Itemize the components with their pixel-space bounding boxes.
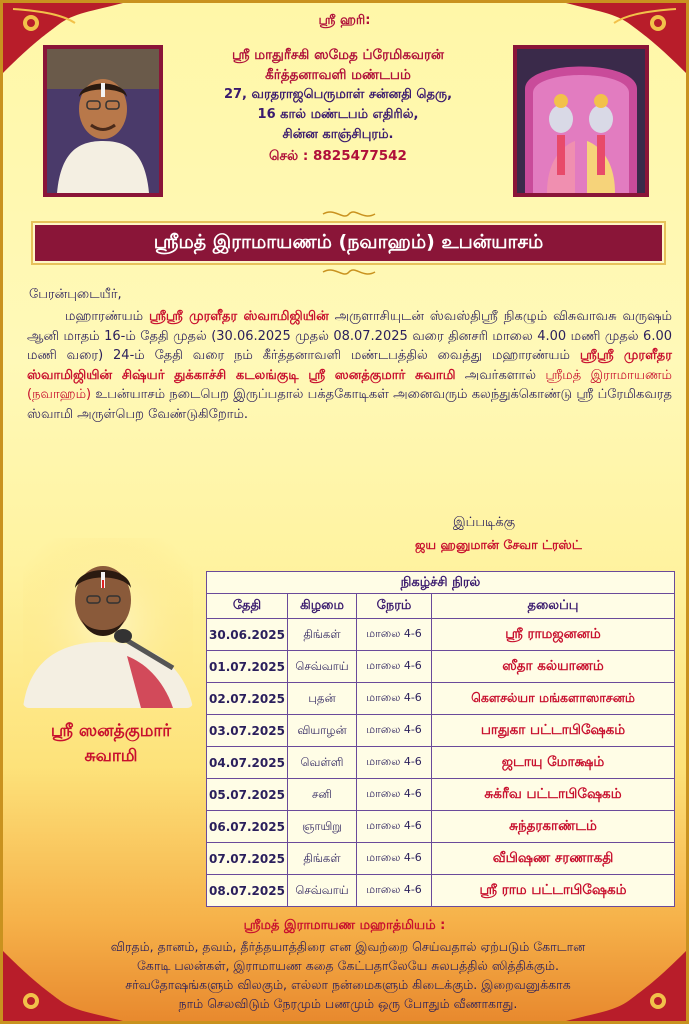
table-row — [207, 779, 675, 811]
row-day: செவ்வாய் — [288, 875, 357, 907]
row-time: மாலை 4-6 — [357, 651, 432, 683]
column-header-day: கிழமை — [288, 594, 357, 619]
row-topic: ஸ்ரீ ராமஜனனம் — [432, 619, 675, 651]
speaker-title: சுவாமி — [84, 746, 138, 766]
row-date: 08.07.2025 — [207, 875, 288, 907]
speaker-name-highlight: ஸ்ரீஸ்ரீ முரளீதர ஸ்வாமிஜியின் சிஷ்யர் துக்காச்சி கடலங்குடி ஸ்ரீ ஸனத்குமார் சுவாமி — [27, 348, 672, 383]
event-title: ஸ்ரீமத் இராமாயணம் (நவாஹம்) உபன்யாசம் — [153, 230, 544, 253]
row-topic: ஜடாயு மோக்ஷம் — [432, 747, 675, 779]
table-row — [207, 843, 675, 875]
table-row — [207, 651, 675, 683]
speaker-name: ஸ்ரீ ஸனத்குமார் — [50, 721, 172, 741]
phone-number: செல் : 8825477542 — [269, 148, 407, 164]
mahatmyam-heading: ஸ்ரீமத் இராமாயண மஹாத்மியம் : — [243, 918, 446, 933]
greeting-text: பேரன்புடையீர், — [29, 287, 122, 302]
row-date: 30.06.2025 — [207, 619, 288, 651]
footer-line: கோடி பலன்கள், இராமாயண கதை கேட்பதாலேயே சுலபத்தில் ஸித்திக்கும். — [137, 958, 559, 973]
schedule-table — [206, 571, 675, 907]
row-day: திங்கள் — [288, 619, 357, 651]
mahatmyam-text — [43, 937, 653, 1013]
table-row — [207, 683, 675, 715]
row-date: 01.07.2025 — [207, 651, 288, 683]
table-row — [207, 715, 675, 747]
address-line: 16 கால் மண்டபம் எதிரில், — [257, 107, 419, 122]
row-time: மாலை 4-6 — [357, 619, 432, 651]
signoff-label: இப்படிக்கு — [453, 515, 516, 530]
row-topic: வீபிஷண சரணாகதி — [432, 843, 675, 875]
row-topic: பாதுகா பட்டாபிஷேகம் — [432, 715, 675, 747]
table-row — [207, 747, 675, 779]
row-day: வெள்ளி — [288, 747, 357, 779]
row-date: 06.07.2025 — [207, 811, 288, 843]
row-topic: சுக்ரீவ பட்டாபிஷேகம் — [432, 779, 675, 811]
row-date: 04.07.2025 — [207, 747, 288, 779]
footer-line: விரதம், தானம், தவம், தீர்த்தயாத்திரை என இவற்றை செய்வதால் ஏற்படும் கோடான — [110, 939, 586, 954]
organizer-name: ஜய ஹனுமான் சேவா ட்ரஸ்ட் — [415, 537, 582, 552]
row-day: செவ்வாய் — [288, 651, 357, 683]
row-day: வியாழன் — [288, 715, 357, 747]
row-day: ஞாயிறு — [288, 811, 357, 843]
row-time: மாலை 4-6 — [357, 811, 432, 843]
footer-line: சர்வதோஷங்களும் விலகும், எல்லா நன்மைகளும் கிடைக்கும். இறைவனுக்காக — [125, 977, 571, 992]
row-topic: ஸ்ரீ ராம பட்டாபிஷேகம் — [432, 875, 675, 907]
row-date: 07.07.2025 — [207, 843, 288, 875]
title-banner — [31, 215, 666, 271]
row-time: மாலை 4-6 — [357, 875, 432, 907]
row-time: மாலை 4-6 — [357, 747, 432, 779]
flourish-icon — [321, 265, 377, 279]
organization-header — [173, 45, 503, 167]
column-header-date: தேதி — [207, 594, 288, 619]
row-time: மாலை 4-6 — [357, 843, 432, 875]
row-date: 05.07.2025 — [207, 779, 288, 811]
address-line: 27, வரதராஜபெருமாள் சன்னதி தெரு, — [223, 87, 453, 102]
column-header-time: நேரம் — [357, 594, 432, 619]
organization-name-line2: கீர்த்தனாவளி மண்டபம் — [265, 67, 411, 83]
footer-line: நாம் செலவிடும் நேரமும் பணமும் ஒரு போதும் வீணாகாது. — [178, 996, 518, 1011]
paragraph-text: உபன்யாசம் நடைபெற இருப்பதால் பக்தகோடிகள் அனைவரும் கலந்துக்கொண்டு ஸ்ரீ ப்ரேமிகவரத ஸ்வாமி அருள்பெற வேண்டுகிறோம். — [27, 387, 672, 422]
column-header-topic: தலைப்பு — [432, 594, 675, 619]
paragraph-text: அருளாசியுடன் ஸ்வஸ்திஸ்ரீ நிகழும் விசுவாவசு வருஷம் ஆனி மாதம் 16-ம் தேதி முதல் (30.06.2025 முதல் 08.07.2025 வரை தினசரி மாலை 4.00 மணி முதல் 6.00 மணி வரை) 24-ம் தேதி வரை நம் கீர்த்தனாவளி மண்டபத்தில் வைத்து மஹாரண்யம் — [27, 309, 673, 363]
row-time: மாலை 4-6 — [357, 683, 432, 715]
table-row — [207, 811, 675, 843]
guru-photo — [43, 45, 163, 197]
address-line: சின்ன காஞ்சிபுரம். — [282, 127, 394, 142]
row-time: மாலை 4-6 — [357, 715, 432, 747]
speaker-photo — [23, 538, 193, 708]
paragraph-text: அவர்களால் — [455, 367, 546, 383]
row-topic: ஸீதா கல்யாணம் — [432, 651, 675, 683]
guru-name-highlight: ஸ்ரீஸ்ரீ முரளீதர ஸ்வாமிஜியின் — [149, 309, 329, 324]
paragraph-text: மஹாரண்யம் — [65, 309, 149, 324]
row-topic: சுந்தரகாண்டம் — [432, 811, 675, 843]
table-row — [207, 875, 675, 907]
deity-photo — [513, 45, 649, 197]
row-topic: கௌசல்யா மங்களாஸாசனம் — [432, 683, 675, 715]
event-name-highlight: ஸ்ரீமத் இராமாயணம் (நவாஹம்) — [27, 367, 672, 402]
row-day: திங்கள் — [288, 843, 357, 875]
schedule-header-row — [207, 594, 675, 619]
row-date: 02.07.2025 — [207, 683, 288, 715]
row-time: மாலை 4-6 — [357, 779, 432, 811]
table-row — [207, 619, 675, 651]
flourish-icon — [321, 207, 377, 221]
schedule-title: நிகழ்ச்சி நிரல் — [207, 572, 675, 594]
row-date: 03.07.2025 — [207, 715, 288, 747]
row-day: சனி — [288, 779, 357, 811]
organization-name: ஸ்ரீ மாதுரீசகி ஸமேத ப்ரேமிகவரன் — [231, 47, 445, 63]
invocation-text: ஸ்ரீ ஹரி: — [318, 13, 371, 28]
row-day: புதன் — [288, 683, 357, 715]
invitation-paragraph — [27, 307, 672, 424]
